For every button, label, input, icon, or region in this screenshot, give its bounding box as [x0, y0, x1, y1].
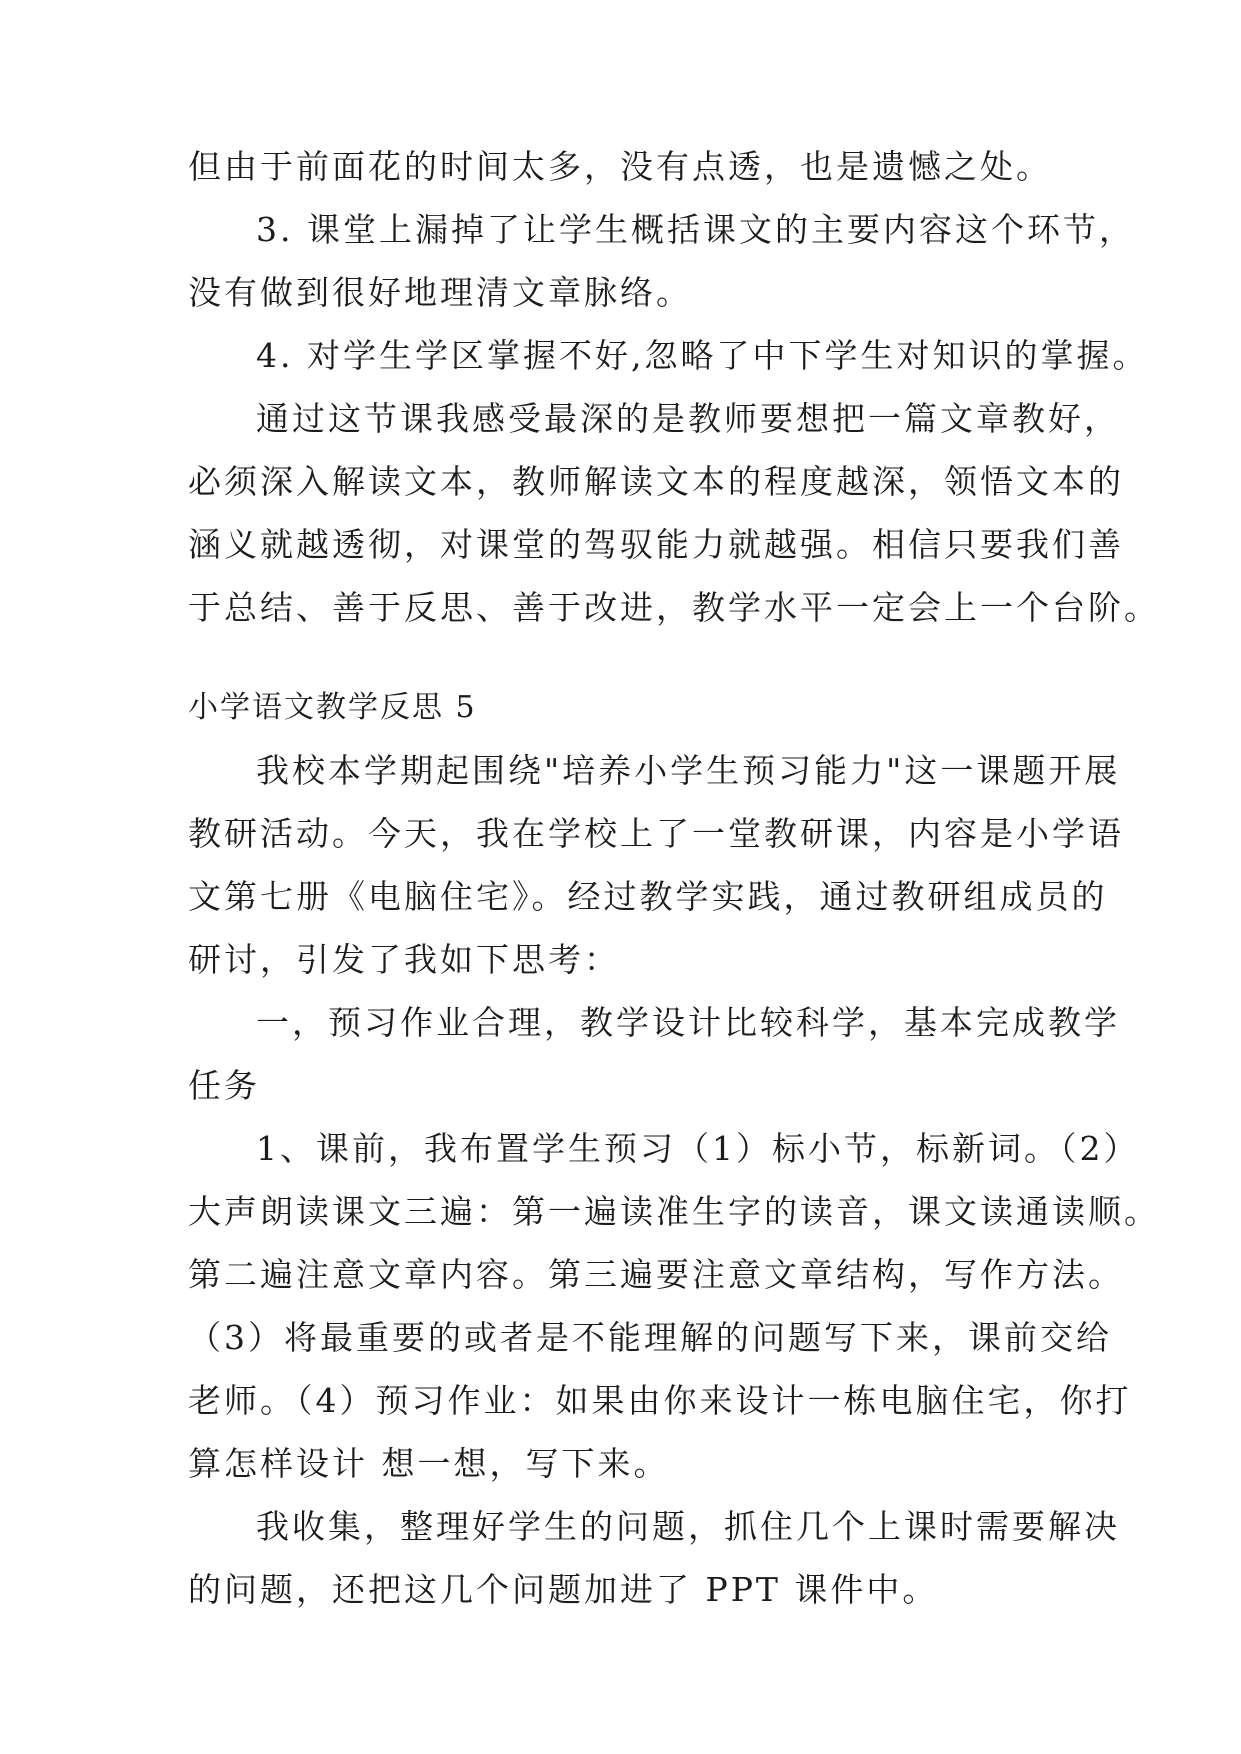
paragraph-line: 算怎样设计 想一想，写下来。	[188, 1444, 670, 1483]
paragraph-line: 必须深入解读文本，教师解读文本的程度越深，领悟文本的	[188, 462, 1124, 501]
paragraph-line: 没有做到很好地理清文章脉络。	[188, 273, 692, 312]
paragraph-line: 于总结、善于反思、善于改进，教学水平一定会上一个台阶。	[188, 588, 1160, 627]
paragraph-line: 我校本学期起围绕"培养小学生预习能力"这一课题开展	[256, 751, 1121, 790]
paragraph-line: 但由于前面花的时间太多，没有点透，也是遗憾之处。	[188, 147, 1052, 186]
paragraph-line: 我收集，整理好学生的问题，抓住几个上课时需要解决	[256, 1507, 1120, 1546]
paragraph-line: 通过这节课我感受最深的是教师要想把一篇文章教好，	[256, 399, 1120, 438]
paragraph-line: 任务	[188, 1066, 260, 1105]
paragraph-line: 1、课前，我布置学生预习（1）标小节，标新词。（2）	[256, 1129, 1140, 1168]
paragraph-line: 第二遍注意文章内容。第三遍要注意文章结构，写作方法。	[188, 1255, 1124, 1294]
section-heading: 小学语文教学反思 5	[188, 690, 477, 725]
paragraph-line: 一，预习作业合理，教学设计比较科学，基本完成教学	[256, 1003, 1120, 1042]
reflection-5	[188, 676, 1160, 1621]
paragraph-line: 大声朗读课文三遍：第一遍读准生字的读音，课文读通读顺。	[188, 1192, 1160, 1231]
paragraph-line: 4. 对学生学区掌握不好,忽略了中下学生对知识的掌握。	[256, 336, 1149, 375]
paragraph-line: 的问题，还把这几个问题加进了 PPT 课件中。	[188, 1570, 939, 1609]
paragraph-line: 老师。（4）预习作业：如果由你来设计一栋电脑住宅，你打	[188, 1381, 1132, 1420]
paragraph-line: 研讨，引发了我如下思考：	[188, 940, 620, 979]
paragraph-line: （3）将最重要的或者是不能理解的问题写下来，课前交给	[188, 1318, 1112, 1357]
paragraph-line: 文第七册《电脑住宅》。经过教学实践，通过教研组成员的	[188, 877, 1108, 916]
reflection-4-continued	[188, 135, 1160, 639]
paragraph-line: 3. 课堂上漏掉了让学生概括课文的主要内容这个环节，	[256, 210, 1135, 249]
paragraph-line: 教研活动。今天，我在学校上了一堂教研课，内容是小学语	[188, 814, 1124, 853]
paragraph-line: 涵义就越透彻，对课堂的驾驭能力就越强。相信只要我们善	[188, 525, 1124, 564]
